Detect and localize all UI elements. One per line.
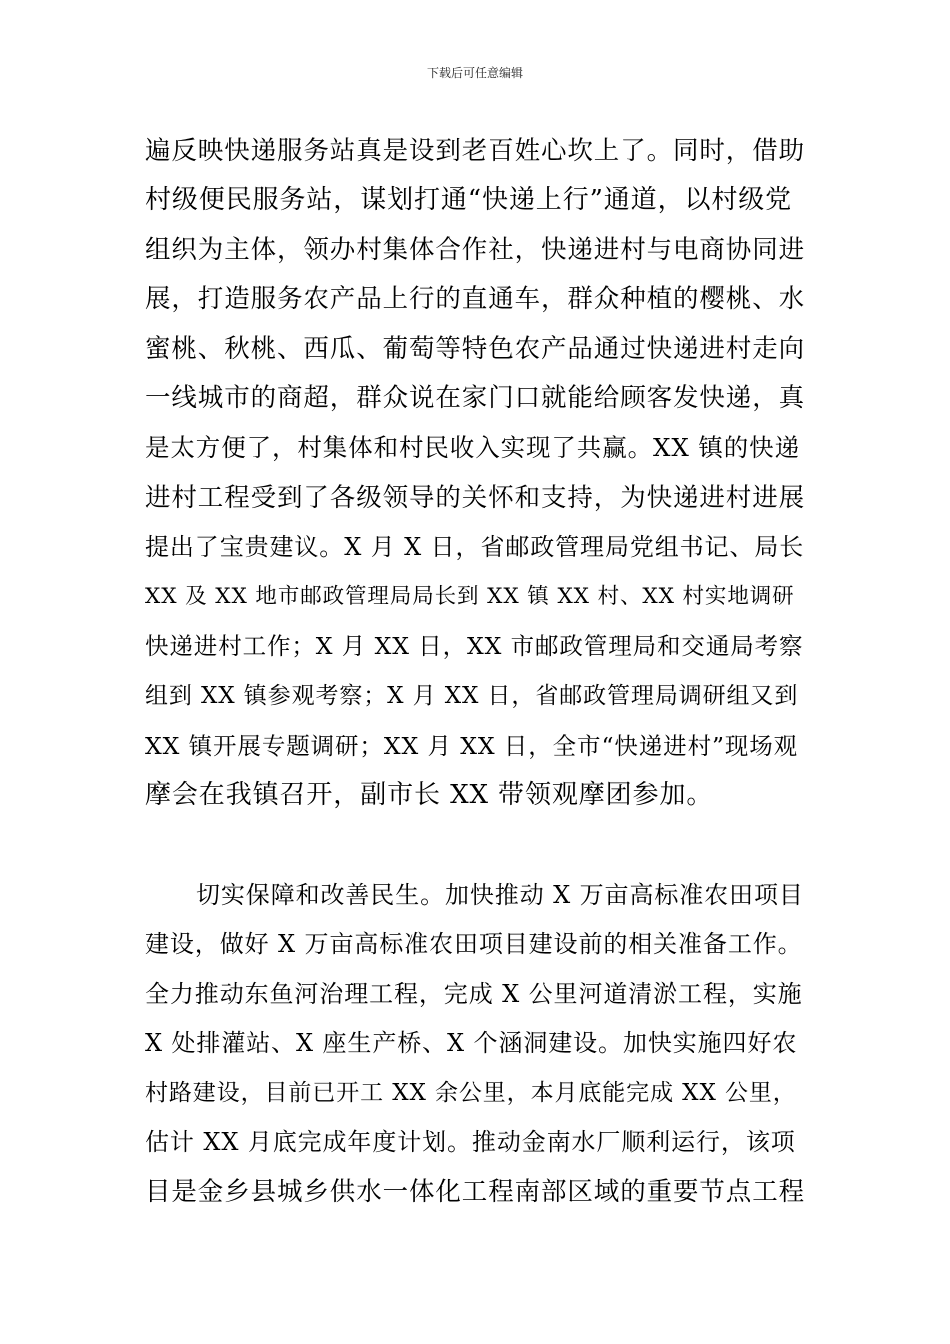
text-line: 村路建设，目前已开工 XX 余公里，本月底能完成 XX 公里， — [145, 1080, 797, 1106]
text-line: 快递进村工作；X 月 XX 日，XX 市邮政管理局和交通局考察 — [145, 632, 804, 660]
text-line: 切实保障和改善民生。加快推动 X 万亩高标准农田项目 — [196, 881, 804, 909]
text-line: 遍反映快递服务站真是设到老百姓心坎上了。同时，借助 — [145, 136, 806, 166]
text-line: 提出了宝贵建议。X 月 X 日，省邮政管理局党组书记、局长 — [145, 533, 805, 561]
text-line: 进村工程受到了各级领导的关怀和支持，为快递进村进展 — [145, 483, 806, 513]
text-line: 目是金乡县城乡供水一体化工程南部区域的重要节点工程 — [145, 1177, 806, 1207]
text-line: 村级便民服务站，谋划打通“快递上行”通道，以村级党 — [145, 185, 793, 215]
text-line: 一线城市的商超，群众说在家门口就能给顾客发快递，真 — [145, 383, 806, 413]
text-line: XX 镇开展专题调研；XX 月 XX 日，全市“快递进村”现场观 — [145, 732, 799, 760]
text-line: 组织为主体，领办村集体合作社，快递进村与电商协同进 — [145, 235, 806, 265]
text-line: 全力推动东鱼河治理工程，完成 X 公里河道清淤工程，实施 — [145, 980, 803, 1008]
page-header: 下载后可任意编辑 — [426, 66, 523, 80]
text-line: XX 及 XX 地市邮政管理局局长到 XX 镇 XX 村、XX 村实地调研 — [145, 584, 795, 609]
text-line: 蜜桃、秋桃、西瓜、葡萄等特色农产品通过快递进村走向 — [145, 334, 806, 364]
text-line: 摩会在我镇召开，副市长 XX 带领观摩团参加。 — [145, 780, 714, 810]
text-line: 是太方便了，村集体和村民收入实现了共赢。XX 镇的快递 — [145, 433, 800, 462]
text-line: 建设，做好 X 万亩高标准农田项目建设前的相关准备工作。 — [145, 930, 803, 958]
text-line: X 处排灌站、X 座生产桥、X 个涵洞建设。加快实施四好农 — [145, 1029, 798, 1057]
text-line: 组到 XX 镇参观考察；X 月 XX 日，省邮政管理局调研组又到 — [145, 683, 799, 709]
text-line: 展，打造服务农产品上行的直通车，群众种植的樱桃、水 — [145, 284, 806, 314]
text-line: 估计 XX 月底完成年度计划。推动金南水厂顺利运行，该项 — [145, 1128, 796, 1156]
